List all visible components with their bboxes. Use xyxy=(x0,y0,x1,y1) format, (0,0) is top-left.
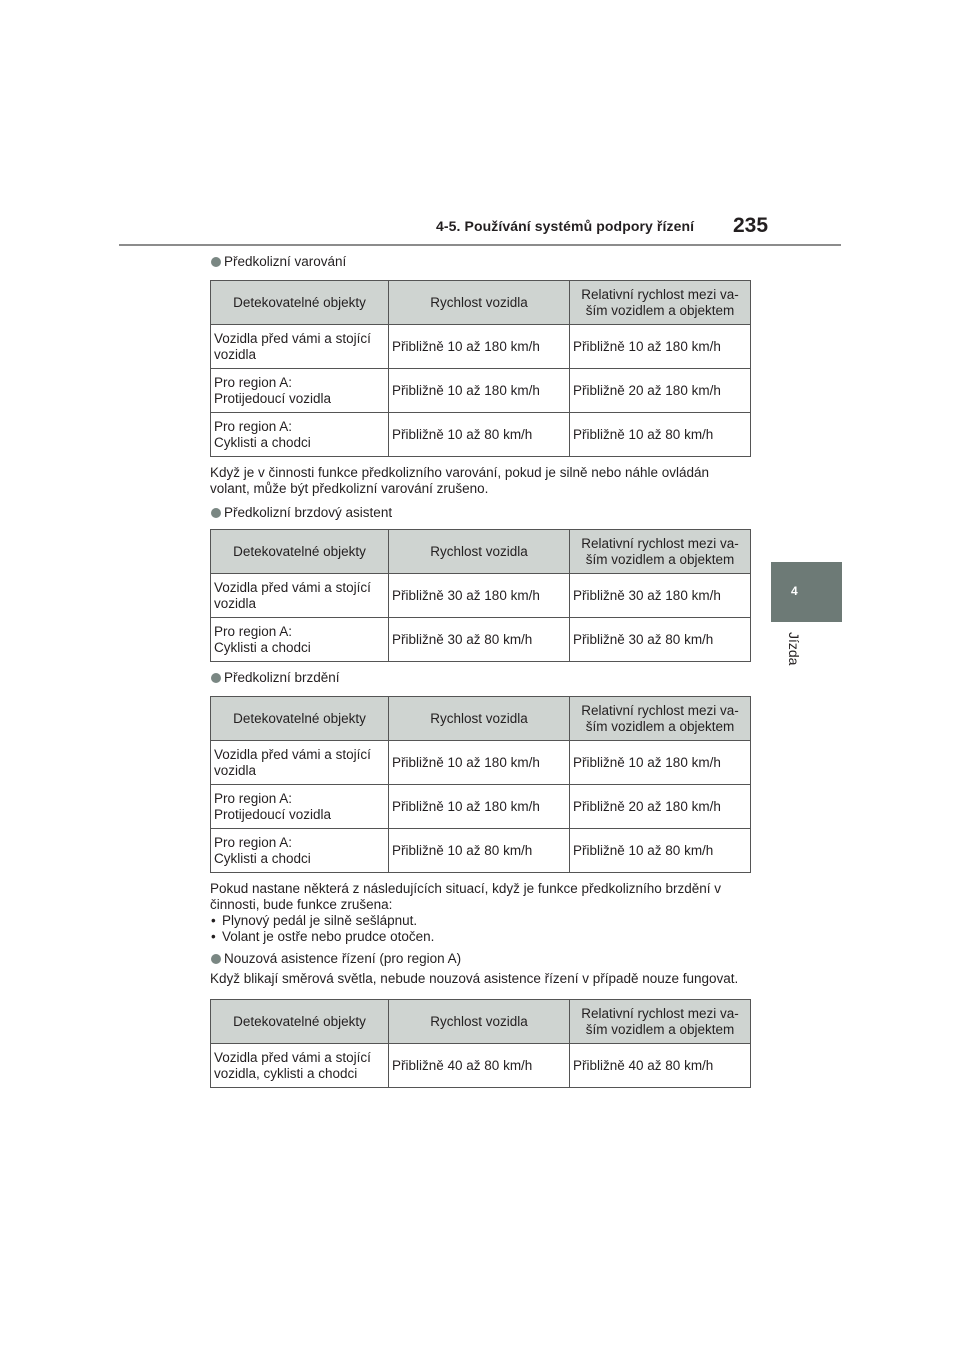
table-cell: Přibližně 40 až 80 km/h xyxy=(570,1044,751,1088)
table-cell: Pro region A: Cyklisti a chodci xyxy=(211,618,389,662)
table-cell: Přibližně 10 až 80 km/h xyxy=(570,413,751,457)
table-header-row xyxy=(211,530,751,574)
table-cell: Přibližně 10 až 180 km/h xyxy=(389,369,570,413)
table-cell: Pro region A: Cyklisti a chodci xyxy=(211,413,389,457)
table-row xyxy=(211,829,751,873)
column-header: Relativní rychlost mezi va- ším vozidlem a objektem xyxy=(570,1000,751,1044)
chapter-number: 4 xyxy=(791,584,798,598)
spec-table xyxy=(210,696,751,873)
table-cell: Vozidla před vámi a stojící vozidla xyxy=(211,574,389,618)
section-heading: Předkolizní varování xyxy=(210,254,750,270)
table-header-row xyxy=(211,1000,751,1044)
table-row xyxy=(211,369,751,413)
spec-table xyxy=(210,999,751,1088)
table-cell: Přibližně 10 až 180 km/h xyxy=(570,325,751,369)
column-header: Rychlost vozidla xyxy=(389,697,570,741)
note-text: Pokud nastane některá z následujících situací, když je funkce předkolizního brzdění v činnosti, bude funkce zrušena: xyxy=(210,881,722,912)
table-cell: Pro region A: Protijedoucí vozidla xyxy=(211,369,389,413)
table-row xyxy=(211,785,751,829)
table-row xyxy=(211,1044,751,1088)
list-item: • Volant je ostře nebo prudce otočen. xyxy=(210,929,750,945)
table-header-row xyxy=(211,281,751,325)
table-cell: Přibližně 30 až 80 km/h xyxy=(570,618,751,662)
table-cell: Pro region A: Protijedoucí vozidla xyxy=(211,785,389,829)
section-heading: Předkolizní brzdění xyxy=(210,670,750,686)
chapter-label: Jízda xyxy=(786,632,802,666)
page-content xyxy=(210,254,750,1088)
column-header: Rychlost vozidla xyxy=(389,281,570,325)
table-cell: Přibližně 10 až 80 km/h xyxy=(389,413,570,457)
column-header: Detekovatelné objekty xyxy=(211,530,389,574)
table-cell: Přibližně 10 až 80 km/h xyxy=(389,829,570,873)
table-cell: Vozidla před vámi a stojící vozidla xyxy=(211,741,389,785)
table-cell: Přibližně 10 až 180 km/h xyxy=(389,785,570,829)
intro-text: Když blikají směrová světla, nebude nouzová asistence řízení v případě nouze fungovat. xyxy=(210,971,739,986)
column-header: Detekovatelné objekty xyxy=(211,281,389,325)
column-header: Rychlost vozidla xyxy=(389,1000,570,1044)
page-number: 235 xyxy=(733,214,769,237)
list-item: • Plynový pedál je silně sešlápnut. xyxy=(210,913,750,929)
column-header: Rychlost vozidla xyxy=(389,530,570,574)
table-cell: Vozidla před vámi a stojící vozidla, cyklisti a chodci xyxy=(211,1044,389,1088)
table-cell: Přibližně 30 až 80 km/h xyxy=(389,618,570,662)
section-heading: Nouzová asistence řízení (pro region A) xyxy=(210,951,750,967)
table-cell: Přibližně 10 až 180 km/h xyxy=(389,741,570,785)
table-row xyxy=(211,574,751,618)
note-text: Když je v činnosti funkce předkolizního varování, pokud je silně nebo náhle ovládán volant, může být předkolizní varování zrušeno. xyxy=(210,465,710,496)
table-cell: Přibližně 20 až 180 km/h xyxy=(570,785,751,829)
table-cell: Přibližně 30 až 180 km/h xyxy=(570,574,751,618)
table-cell: Přibližně 10 až 180 km/h xyxy=(389,325,570,369)
column-header: Detekovatelné objekty xyxy=(211,1000,389,1044)
table-cell: Přibližně 10 až 180 km/h xyxy=(570,741,751,785)
table-cell: Přibližně 20 až 180 km/h xyxy=(570,369,751,413)
chapter-tab xyxy=(771,562,842,622)
table-cell: Pro region A: Cyklisti a chodci xyxy=(211,829,389,873)
table-cell: Přibližně 30 až 180 km/h xyxy=(389,574,570,618)
column-header: Relativní rychlost mezi va- ším vozidlem a objektem xyxy=(570,697,751,741)
spec-table xyxy=(210,280,751,457)
header-rule xyxy=(119,244,841,246)
table-cell: Vozidla před vámi a stojící vozidla xyxy=(211,325,389,369)
table-row xyxy=(211,741,751,785)
column-header: Relativní rychlost mezi va- ším vozidlem a objektem xyxy=(570,530,751,574)
section-title: 4-5. Používání systémů podpory řízení xyxy=(436,218,695,234)
spec-table xyxy=(210,529,751,662)
table-row xyxy=(211,618,751,662)
column-header: Detekovatelné objekty xyxy=(211,697,389,741)
section-heading: Předkolizní brzdový asistent xyxy=(210,505,750,521)
table-row xyxy=(211,325,751,369)
column-header: Relativní rychlost mezi va- ším vozidlem a objektem xyxy=(570,281,751,325)
table-cell: Přibližně 40 až 80 km/h xyxy=(389,1044,570,1088)
table-row xyxy=(211,413,751,457)
table-cell: Přibližně 10 až 80 km/h xyxy=(570,829,751,873)
table-header-row xyxy=(211,697,751,741)
